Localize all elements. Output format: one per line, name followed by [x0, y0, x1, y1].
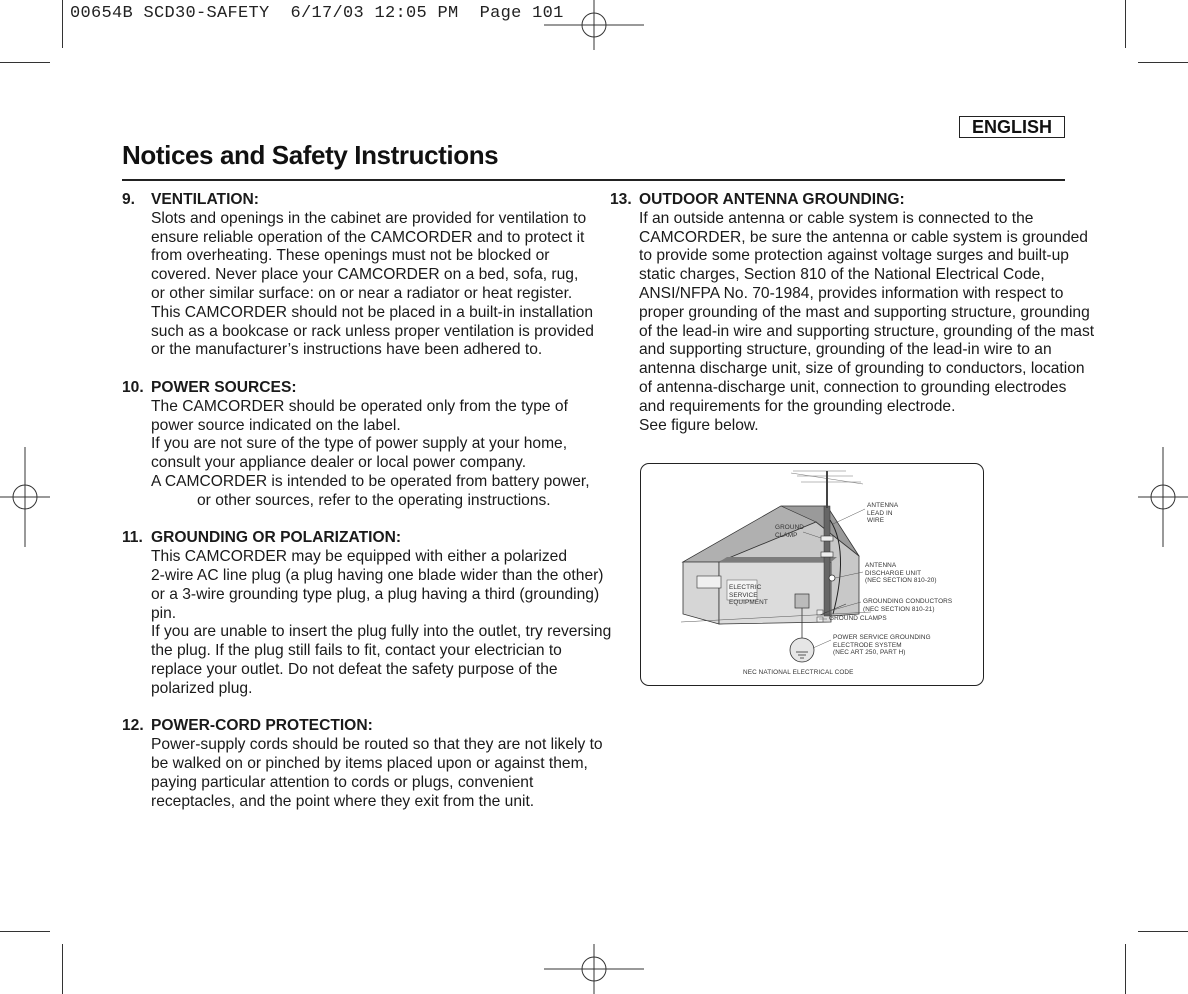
body-line: Power-supply cords should be routed so that they are not likely to	[151, 736, 603, 754]
section-number: 10.	[122, 378, 144, 396]
body-line: of the lead-in wire and supporting structure, grounding of the mast	[639, 322, 1095, 340]
language-badge: ENGLISH	[959, 116, 1065, 138]
section-heading	[122, 191, 582, 210]
body-line: paying particular attention to cords or plugs, convenient	[151, 773, 534, 791]
body-line: replace your outlet. Do not defeat the safety purpose of the	[151, 660, 558, 678]
body-line: 2-wire AC line plug (a plug having one blade wider than the other)	[151, 566, 604, 584]
section-heading	[610, 191, 1070, 210]
section-title: POWER-CORD PROTECTION:	[151, 717, 373, 735]
body-line: Slots and openings in the cabinet are provided for ventilation to	[151, 209, 587, 227]
body-line: If an outside antenna or cable system is connected to the	[639, 209, 1034, 227]
section-power-sources	[122, 378, 590, 511]
registration-mark-bottom	[544, 944, 644, 994]
section-grounding-polarization	[122, 529, 612, 698]
right-column	[610, 191, 1095, 454]
body-line: to provide some protection against voltage surges and built-up	[639, 247, 1069, 265]
body-line: covered. Never place your CAMCORDER on a bed, sofa, rug,	[151, 266, 579, 284]
crop-mark	[0, 62, 50, 63]
page-title: Notices and Safety Instructions	[122, 140, 499, 170]
body-line: ensure reliable operation of the CAMCORDER and to protect it	[151, 228, 585, 246]
section-body	[122, 397, 590, 511]
crop-mark	[1138, 931, 1188, 932]
section-number: 9.	[122, 191, 136, 208]
body-line: If you are unable to insert the plug fully into the outlet, try reversing	[151, 623, 612, 641]
section-title: POWER SOURCES:	[151, 378, 297, 396]
crop-mark	[62, 944, 63, 994]
registration-mark-top	[544, 0, 644, 50]
section-ventilation	[122, 191, 594, 360]
body-line: power source indicated on the label.	[151, 416, 401, 434]
section-body	[122, 736, 603, 811]
section-number: 12.	[122, 717, 144, 735]
body-line-indented: or other sources, refer to the operating instructions.	[197, 491, 551, 509]
section-power-cord-protection	[122, 717, 603, 811]
body-line: consult your appliance dealer or local power company.	[151, 454, 527, 472]
print-slug: 00654B SCD30-SAFETY 6/17/03 12:05 PM Page 101	[70, 4, 564, 23]
antenna-grounding-figure	[640, 463, 984, 686]
title-divider	[122, 179, 1065, 181]
section-number: 13.	[610, 191, 632, 208]
body-line: CAMCORDER, be sure the antenna or cable system is grounded	[639, 228, 1088, 246]
body-line: static charges, Section 810 of the National Electrical Code,	[639, 266, 1045, 284]
section-title: OUTDOOR ANTENNA GROUNDING:	[639, 191, 905, 208]
crop-mark	[62, 0, 63, 48]
body-line: antenna discharge unit, size of grounding to conductors, location	[639, 360, 1085, 378]
section-title: VENTILATION:	[151, 191, 259, 208]
registration-mark-left	[0, 447, 50, 547]
label-ground-clamp: GROUND CLAMP	[775, 524, 805, 539]
body-line: or a 3-wire grounding type plug, a plug having a third (grounding)	[151, 585, 600, 603]
section-body	[122, 548, 612, 698]
section-body	[610, 209, 1095, 436]
body-line: or the manufacturer’s instructions have been adhered to.	[151, 341, 543, 359]
section-heading	[122, 379, 582, 398]
body-line: See figure below.	[639, 416, 759, 434]
label-electric-service-equipment: ELECTRIC SERVICE EQUIPMENT	[729, 584, 768, 606]
body-line: This CAMCORDER may be equipped with either a polarized	[151, 548, 568, 566]
section-title: GROUNDING OR POLARIZATION:	[151, 529, 402, 547]
crop-mark	[0, 931, 50, 932]
body-line: pin.	[151, 604, 177, 622]
section-body	[122, 209, 594, 360]
body-line: be walked on or pinched by items placed upon or against them,	[151, 754, 588, 772]
label-antenna-discharge-unit: ANTENNA DISCHARGE UNIT (NEC SECTION 810-20)	[865, 562, 937, 584]
body-line: or other similar surface: on or near a radiator or heat register.	[151, 284, 573, 302]
section-number: 11.	[122, 529, 143, 547]
label-antenna-lead-in-wire: ANTENNA LEAD IN WIRE	[867, 502, 899, 524]
crop-mark	[1125, 0, 1126, 48]
label-power-service-grounding: POWER SERVICE GROUNDING ELECTRODE SYSTEM (NEC ART 250, PART H)	[833, 634, 931, 656]
crop-mark	[1138, 62, 1188, 63]
label-grounding-conductors: GROUNDING CONDUCTORS (NEC SECTION 810-21)	[863, 598, 953, 613]
left-column	[122, 191, 612, 830]
body-line: A CAMCORDER is intended to be operated from battery power,	[151, 472, 590, 490]
crop-mark	[1125, 944, 1126, 994]
registration-mark-right	[1138, 447, 1188, 547]
body-line: If you are not sure of the type of power supply at your home,	[151, 435, 568, 453]
body-line: such as a bookcase or rack unless proper ventilation is provided	[151, 322, 594, 340]
section-heading	[122, 529, 582, 548]
figure-caption: NEC NATIONAL ELECTRICAL CODE	[743, 669, 854, 676]
label-ground-clamps: GROUND CLAMPS	[829, 615, 887, 622]
body-line: the plug. If the plug still fails to fit, contact your electrician to	[151, 642, 562, 660]
body-line: from overheating. These openings must not be blocked or	[151, 247, 550, 265]
body-line: receptacles, and the point where they exit from the unit.	[151, 792, 535, 810]
body-line: and requirements for the grounding electrode.	[639, 397, 956, 415]
body-line: The CAMCORDER should be operated only from the type of	[151, 397, 568, 415]
body-line: of antenna-discharge unit, connection to grounding electrodes	[639, 378, 1067, 396]
section-outdoor-antenna-grounding	[610, 191, 1095, 435]
body-line: proper grounding of the mast and supporting structure, grounding	[639, 303, 1090, 321]
section-heading	[122, 717, 582, 736]
body-line: and supporting structure, grounding of the lead-in wire to an	[639, 341, 1052, 359]
body-line: polarized plug.	[151, 679, 253, 697]
body-line: This CAMCORDER should not be placed in a built-in installation	[151, 303, 594, 321]
body-line: ANSI/NFPA No. 70-1984, provides information with respect to	[639, 284, 1064, 302]
